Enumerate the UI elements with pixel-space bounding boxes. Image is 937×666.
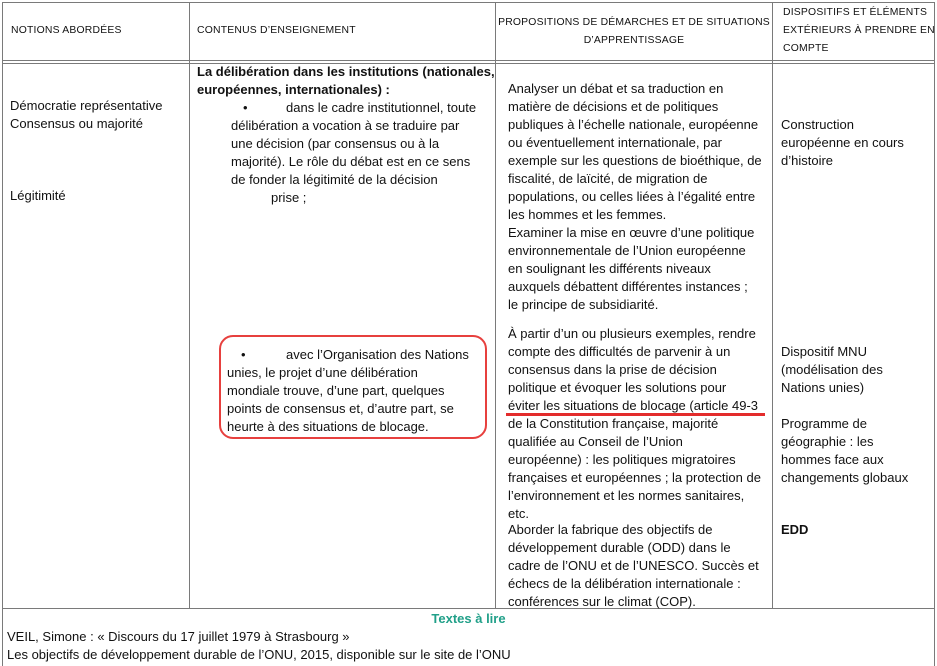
dispositif-mnu: Dispositif MNU (modélisation des Nations unies) xyxy=(781,344,883,395)
table-top-border xyxy=(2,2,935,3)
body-bottom-border xyxy=(2,608,935,609)
textes-title: Textes à lire xyxy=(431,611,506,626)
column-divider-3 xyxy=(772,2,773,608)
header-notions: NOTIONS ABORDÉES xyxy=(11,25,122,36)
notion-legitimite: Légitimité xyxy=(10,188,66,203)
dispositif-programme: Programme de géographie : les hommes face aux changements globaux xyxy=(781,416,909,485)
propositions-block-3: À partir d’un ou plusieurs exemples, rendre compte des difficultés de parvenir à un consensus dans la prise de décision politique et évoquer les solutions pour éviter les situations de blocage (article 49-3 de la Constitution française, majorité qualifiée au Conseil de l’Union européenne) : les politiques migratoires françaises et européennes ; la protection de l’environnement et les normes sanitaires, etc. xyxy=(508,326,761,521)
column-divider-2 xyxy=(495,2,496,608)
propositions-block-4: Aborder la fabrique des objectifs de développement durable (ODD) dans le cadre de l’ONU et de l’UNESCO. Succès et échecs de la délibération internationale : conférences sur le climat (COP). xyxy=(508,522,759,609)
notion-democratie: Démocratie représentative Consensus ou majorité xyxy=(10,98,163,131)
propositions-block-1: Analyser un débat et sa traduction en matière de décisions et de politiques publiques à l’échelle nationale, européenne ou éventuellement internationale, par exemple sur les questions de bioéthique, de fiscalité, de laïcité, de migration de populations, ou celles liées à l’égalité entre les hommes et les femmes. xyxy=(508,81,762,222)
table-left-border xyxy=(2,2,3,666)
header-bottom-border xyxy=(2,60,935,61)
header-propositions: PROPOSITIONS DE DÉMARCHES ET DE SITUATIONS D’APPRENTISSAGE xyxy=(498,17,770,46)
highlight-underline xyxy=(506,413,765,416)
header-contenus: CONTENUS D’ENSEIGNEMENT xyxy=(197,25,356,36)
dispositif-construction: Construction européenne en cours d’histoire xyxy=(781,117,904,168)
textes-line-1: VEIL, Simone : « Discours du 17 juillet 1979 à Strasbourg » xyxy=(7,629,350,644)
propositions-block-2: Examiner la mise en œuvre d’une politique environnementale de l’Union européenne en soulignant les différents niveaux auxquels débattent différentes instances ; le principe de subsidiarité. xyxy=(508,225,755,312)
textes-line-2: Les objectifs de développement durable de l’ONU, 2015, disponible sur le site de l’ONU xyxy=(7,647,511,662)
bullet-1-marker: • xyxy=(243,100,248,115)
column-divider-1 xyxy=(189,2,190,608)
bullet-2-marker: • xyxy=(241,347,246,362)
dispositif-edd: EDD xyxy=(781,522,809,537)
contenus-title: La délibération dans les institutions (nationales, européennes, internationales) : xyxy=(197,64,495,97)
table-right-border xyxy=(934,2,935,666)
contenus-bullet-2: avec l’Organisation des Nations unies, le projet d’une délibération mondiale trouve, d’une part, quelques points de consensus et, d’autre part, se heurte à des situations de blocage. xyxy=(227,347,469,434)
header-dispositifs: DISPOSITIFS ET ÉLÉMENTS EXTÉRIEURS À PRENDRE EN COMPTE xyxy=(783,7,935,54)
contenus-bullet-1: dans le cadre institutionnel, toute délibération a vocation à se traduire par une décision (par consensus ou à la majorité). Le rôle du débat est en ce sens de fonder la légitimité de la décision prise ; xyxy=(231,100,477,205)
